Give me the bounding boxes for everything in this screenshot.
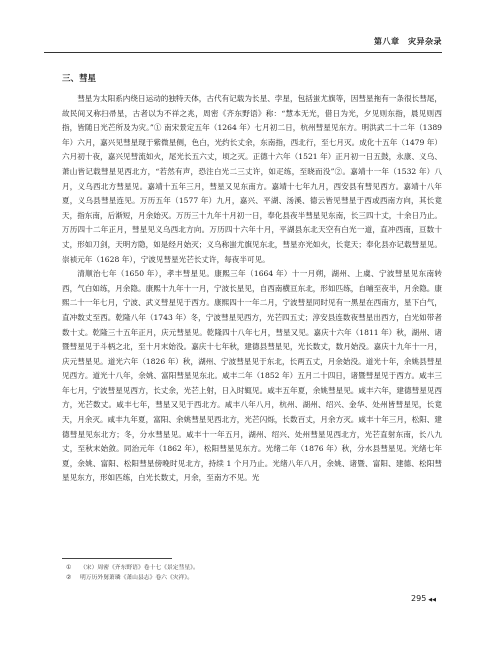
chapter-title: 第八章 灾异杂录 <box>374 37 442 46</box>
footnote-item <box>66 563 426 573</box>
footnote-divider <box>62 558 172 559</box>
footnote-text: 明万历外舅萧璘《萧山县志》卷六《灾祥》。 <box>80 575 194 581</box>
paragraph: 彗星为太阳系内绕日运动的独特天体，古代有记载为长星、孛星，包括蚩尤旗等，因彗星拖有一条很长彗尾，故民间又称扫帚星，古者以为不祥之兆，周密《齐东野语》称：“慧本无光，借日为光，夕见则东指，晨见则西指，皆随日光芒所及为灾。”① 南宋景定五年（1264 年）七月初二日，杭州彗星见东方。明洪武二十二年（1389 年）六月，嘉兴见彗星现于紫微星侧，色白，光约长丈余，东南指，西北行，至七月灭。成化十五年（1479 年）六月初十夜，嘉兴见彗流如火，尾光长五六丈，顷之灭。正德十六年（1521 年）正月初一日五鼓，永康、义乌、萧山皆记载彗星见西北方，“若然有声，恐注白光二三丈许，如疋练，至晓而没”②。嘉靖十一年（1532 年）八月，义乌西北方彗星见。嘉靖十五年三月，彗星又见东南方。嘉靖十七年九月，西安县有彗见西方。嘉靖十八年夏，义乌县彗星连见。万历五年（1577 年）九月，嘉兴、平湖、汤溪、德云皆见彗星于西或西南方向，其长竟天，指东南，后渐短，月余始灭。万历三十九年十月初一日，奉化县夜半彗星见东南，长三四十丈，十余日乃止。万历四十二年正月，彗星见义乌西北方向。万历四十六年十月，平湖县东北天空有白光一道，直冲西南，亘数十丈，形如刀剑，天明方隐，如是经月始灭；义乌称蚩尤旗见东北，彗星亦光如火，长竟天；奉化县亦记载彗星见。崇祯元年（1628 年），宁波见彗星光芒长丈许，每夜半可见。 <box>62 94 442 264</box>
footnote-item <box>66 573 426 583</box>
running-header <box>44 36 442 53</box>
page-number-value: 295 <box>411 594 427 603</box>
body-text <box>62 92 442 486</box>
page-ornament-icon: ◀◀ <box>428 597 436 603</box>
paragraph: 清顺治七年（1650 年），孝丰彗星见。康熙三年（1664 年）十一月朔，湖州、上虞、宁波彗星见东南转西，气白如练，月余隐。康熙十九年十一月，宁波长星见，自西南横亘东北，形如匹练，自晡至夜半，月余隐。康熙二十一年七月，宁波、武义彗星见于西方。康熙四十一年二月，宁波彗星同时见有一黑星在西南方，星下白气，直冲数丈至西。乾隆八年（1743 年）冬，宁波彗星见西方，光芒四五丈；淳安县连数夜彗星出西方，白光如带者数十丈。乾隆三十五年正月，庆元彗星见。乾隆四十八年七月，彗星又见。嘉庆十六年（1811 年）秋，湖州、诸暨彗星见于斗柄之北，至十月末始没。嘉庆十七年秋，建德县彗星见，光长数丈，数月始没。嘉庆十九年十一月，庆元彗星见。道光六年（1826 年）秋，湖州、宁波彗星见于东北，长两五丈，月余始没。道光十年，余姚县彗星见西方。道光十八年，余姚、富阳彗星见东北。咸丰二年（1852 年）五月二十四日，诸暨彗星见于西方。咸丰三年七月，宁波彗星见西方，长丈余，光芒上射，日入时辄见。咸丰五年夏，余姚彗星见。咸丰六年，建德彗星见西方，光芒数丈。咸丰七年，彗星又见于西北方。咸丰八年八月，杭州、湖州、绍兴、金华、处州皆彗星见，长竟天，月余灭。咸丰九年夏，富阳、余姚彗星见西北方，光芒闪烁，长数百丈，月余方灭。咸丰十年三月，松阳、建德彗星见东北方；冬，分水彗星见。咸丰十一年五月，湖州、绍兴、处州彗星见西北方，光芒直射东南，长八九丈，至秋末始敛。同治元年（1862 年），松阳彗星见东方。光绪二年（1876 年）秋，分水县彗星见。光绪七年夏，余姚、富阳、松阳彗星傍晚时见北方，持续 1 个月乃止。光绪八年八月，余姚、诸暨、富阳、建德、松阳彗星见东方，形如匹练，白光长数丈，月余，至南方不见。光 <box>62 269 442 483</box>
page-number <box>411 594 436 603</box>
footnotes <box>66 563 426 583</box>
footnote-text: （宋）周密《齐东野语》卷十七《景定彗星》。 <box>80 565 199 571</box>
section-heading: 三、彗星 <box>62 74 97 84</box>
footnote-mark: ② <box>66 575 72 581</box>
footnote-mark: ① <box>66 565 72 571</box>
